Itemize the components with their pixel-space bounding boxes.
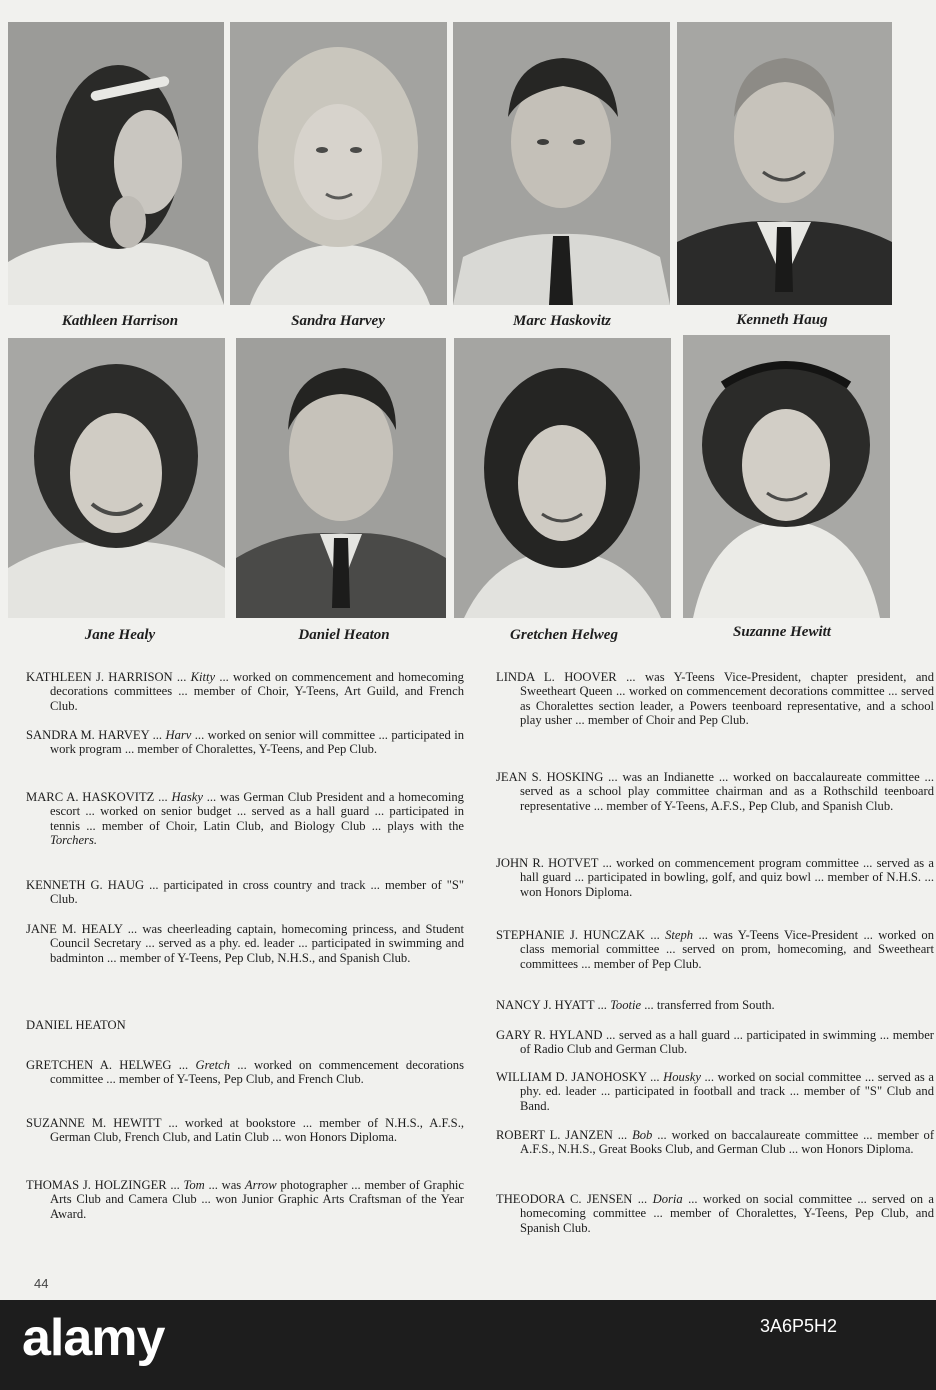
portrait-caption: Kathleen Harrison — [61, 313, 179, 329]
senior-entry: GRETCHEN A. HELWEG ... Gretch ... worked on commencement decorations committee ... member of Y-Teens, Pep Club, and French Club. — [26, 1058, 464, 1087]
senior-entry: DANIEL HEATON — [26, 1018, 126, 1032]
portrait-caption: Kenneth Haug — [736, 312, 828, 328]
portrait-photo — [8, 22, 224, 305]
senior-entry: ROBERT L. JANZEN ... Bob ... worked on baccalaureate committee ... member of A.F.S., N.H.S., Great Books Club, and German Club ... won Honors Diploma. — [496, 1128, 935, 1157]
portrait-caption: Gretchen Helweg — [510, 627, 618, 643]
senior-entry: STEPHANIE J. HUNCZAK ... Steph ... was Y-Teens Vice-President ... worked on class memorial committee ... served on prom, homecoming, and Sweetheart committees ... member of Pep Club. — [496, 928, 934, 971]
senior-entry: THOMAS J. HOLZINGER ... Tom ... was Arrow photographer ... member of Graphic Arts Club and Camera Club ... won Junior Graphic Arts Craftsman of the Year Award. — [26, 1178, 465, 1221]
portrait-caption: Suzanne Hewitt — [733, 624, 831, 640]
senior-entry: KATHLEEN J. HARRISON ... Kitty ... worked on commencement and homecoming decorations committees ... member of Choir, Y-Teens, Art Guild, and French Club. — [26, 670, 464, 713]
senior-entry: SUZANNE M. HEWITT ... worked at bookstore ... member of N.H.S., A.F.S., German Club, French Club, and Latin Club ... won Honors Diploma. — [26, 1116, 464, 1145]
portrait-caption: Jane Healy — [84, 627, 156, 643]
portrait-caption: Sandra Harvey — [291, 313, 385, 329]
senior-entry: JEAN S. HOSKING ... was an Indianette ... worked on baccalaureate committee ... served as a school play committee chairman and as a Rothschild teenboard representative ... member of Y-Teens, A.F.S., Pep Club, and Spanish Club. — [496, 770, 935, 813]
portrait-photo — [683, 335, 890, 618]
senior-entry: SANDRA M. HARVEY ... Harv ... worked on senior will committee ... participated in work program ... member of Choralettes, Y-Teens, and Pep Club. — [26, 728, 464, 757]
senior-entry: THEODORA C. JENSEN ... Doria ... worked on social committee ... served on a homecoming committee ... member of Choralettes, Y-Teens, Pep Club, and Spanish Club. — [496, 1192, 934, 1235]
page-number: 44 — [34, 1276, 49, 1291]
watermark-image-id: 3A6P5H2 — [760, 1316, 838, 1336]
senior-entry: JANE M. HEALY ... was cheerleading captain, homecoming princess, and Student Council Secretary ... served as a phy. ed. leader ... participated in swimming and badminton ... member of Y-Teens, Pep Club, N.H.S., and Spanish Club. — [26, 922, 464, 965]
senior-entry: MARC A. HASKOVITZ ... Hasky ... was German Club President and a homecoming escort ... worked on senior budget ... served as a hall guard ... participated in tennis ... member of Choir, Latin Club, and Biology Club ... plays with the Torchers. — [26, 790, 464, 848]
portrait-photo — [236, 338, 446, 618]
senior-entry: LINDA L. HOOVER ... was Y-Teens Vice-President, chapter president, and Sweetheart Queen ... worked on commencement decorations committee ... served as Choralettes section leader, a Powers teenboard representative, and a school play usher ... member of Choir and Pep Club. — [496, 670, 935, 728]
portrait-photo — [677, 22, 892, 305]
senior-entry: JOHN R. HOTVET ... worked on commencement program committee ... served as a hall guard ... participated in bowling, golf, and quiz bowl ... member of N.H.S. ... won Honors Diploma. — [496, 856, 934, 899]
portrait-photo — [8, 338, 225, 618]
portrait-caption: Daniel Heaton — [298, 627, 390, 643]
senior-entry: GARY R. HYLAND ... served as a hall guard ... participated in swimming ... member of Radio Club and German Club. — [496, 1028, 934, 1057]
watermark-logo: alamy — [22, 1309, 165, 1367]
senior-entry: NANCY J. HYATT ... Tootie ... transferred from South. — [496, 998, 775, 1012]
portrait-photo — [230, 22, 447, 305]
senior-entry: KENNETH G. HAUG ... participated in cross country and track ... member of "S" Club. — [26, 878, 464, 907]
portrait-photo — [454, 338, 671, 618]
senior-entry: WILLIAM D. JANOHOSKY ... Housky ... worked on social committee ... served as a phy. ed. leader ... participated in football and track ... member of "S" Club and Band. — [496, 1070, 935, 1113]
portrait-caption: Marc Haskovitz — [513, 313, 611, 329]
portrait-photo — [453, 22, 670, 305]
